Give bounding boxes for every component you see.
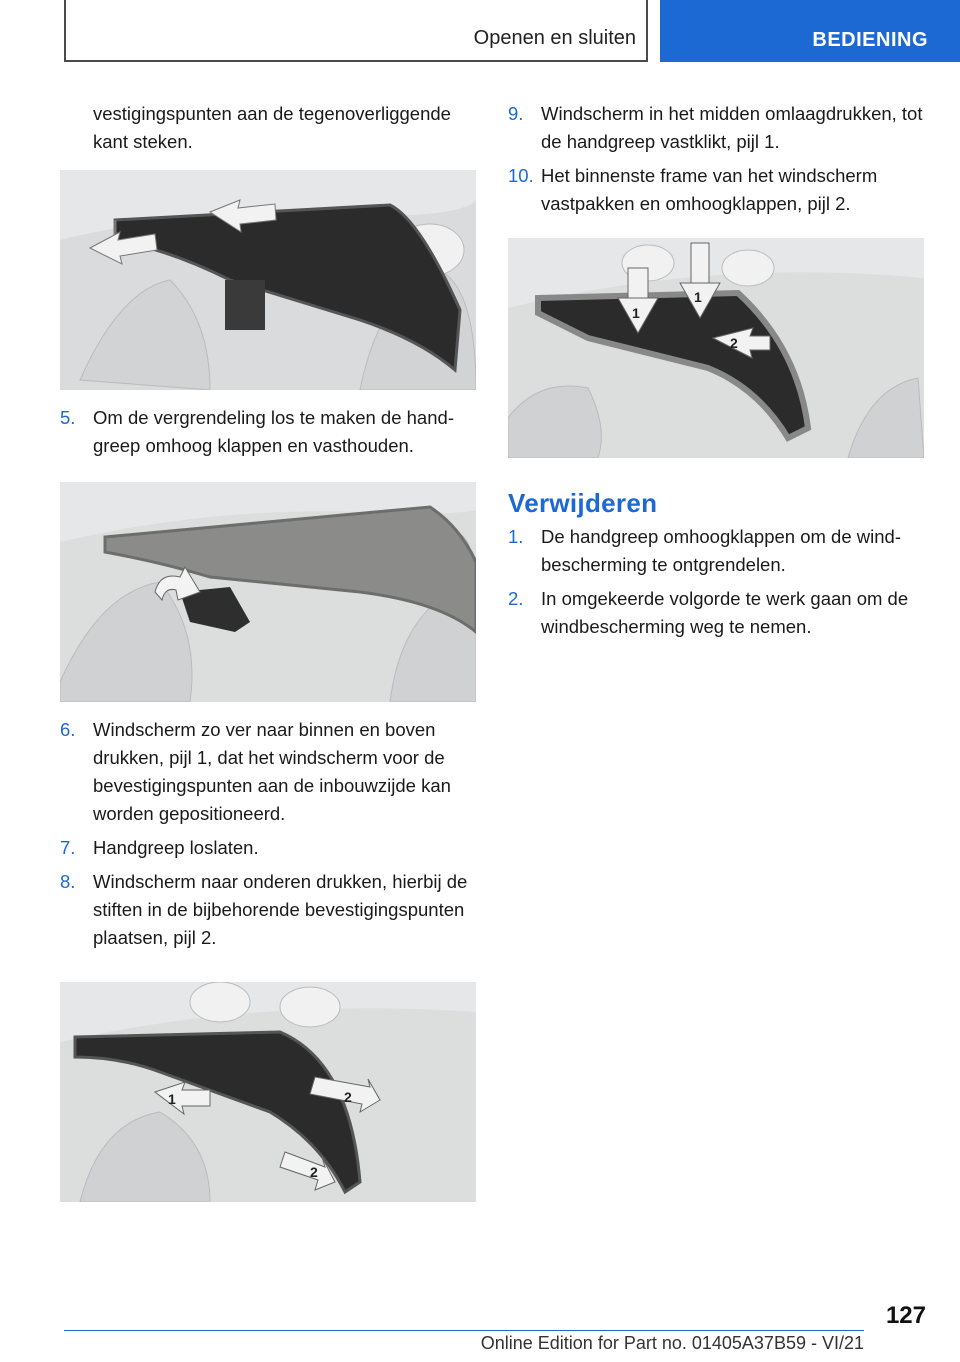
step-number: 6.: [60, 719, 76, 740]
arrow-label: 2: [730, 335, 738, 351]
figure-press-down: [60, 982, 476, 1202]
step-5: [60, 404, 478, 460]
car-interior-illustration-3: [60, 982, 476, 1202]
section-title-verwijderen: Verwijderen: [508, 488, 658, 518]
footer-divider: [64, 1330, 864, 1331]
remove-step-2: [508, 585, 928, 641]
step-number: 5.: [60, 407, 76, 428]
figure-handle-unlock: [60, 482, 476, 702]
step-9: [508, 100, 928, 156]
step-number: 7.: [60, 837, 76, 858]
figure-windscreen-insert: [60, 170, 476, 390]
step-8: [60, 868, 478, 952]
arrow-label: 1: [694, 289, 702, 305]
step-text: Het binnenste frame van het windscherm vastpakken en omhoogklappen, pijl 2.: [541, 165, 878, 214]
left-column: [60, 100, 478, 1202]
header-section-title: Openen en sluiten: [473, 27, 636, 49]
step-text: In omgekeerde volgorde te werk gaan om de windbescherming weg te nemen.: [541, 588, 909, 637]
page-number: 127: [885, 1302, 926, 1329]
car-interior-illustration-2: [60, 482, 476, 702]
continued-text: vestigingspunten aan de tegenoverliggende kant steken.: [93, 103, 451, 152]
right-column: [508, 100, 928, 641]
step-number: 9.: [508, 103, 524, 124]
step-text: Windscherm naar onderen drukken, hierbij de stiften in de bijbehorende bevestigingspunten plaatsen, pijl 2.: [93, 871, 468, 948]
header-section-box: [64, 0, 648, 62]
step-text: Om de vergrendeling los te maken de handgreep omhoog klappen en vasthouden.: [93, 407, 454, 456]
step-text: Windscherm zo ver naar binnen en boven drukken, pijl 1, dat het windscherm voor de bevestigingspunten aan de inbouwzijde kan worden gepositioneerd.: [93, 719, 451, 824]
step-6: [60, 716, 478, 828]
figure-click-in: [508, 238, 924, 458]
step-text: Windscherm in het midden omlaagdrukken, tot de handgreep vastklikt, pijl 1.: [541, 103, 923, 152]
step-7: [60, 834, 478, 862]
step-10: [508, 162, 928, 218]
arrow-label: 1: [168, 1091, 176, 1107]
step-text: Handgreep loslaten.: [93, 837, 259, 858]
step-number: 2.: [508, 588, 524, 609]
remove-step-1: [508, 523, 928, 579]
arrow-label: 2: [310, 1164, 318, 1180]
car-interior-illustration-1: [60, 170, 476, 390]
header-chapter-tab: [660, 0, 960, 62]
arrow-label: 2: [344, 1089, 352, 1105]
step-text: De handgreep omhoogklappen om de windbescherming te ontgrendelen.: [541, 526, 901, 575]
arrow-label: 1: [632, 305, 640, 321]
step-number: 10.: [508, 165, 534, 186]
car-interior-illustration-4: [508, 238, 924, 458]
step-number: 8.: [60, 871, 76, 892]
footer-edition: Online Edition for Part no. 01405A37B59 - VI/21: [480, 1333, 864, 1353]
step-number: 1.: [508, 526, 524, 547]
header-chapter-title: BEDIENING: [812, 29, 928, 51]
